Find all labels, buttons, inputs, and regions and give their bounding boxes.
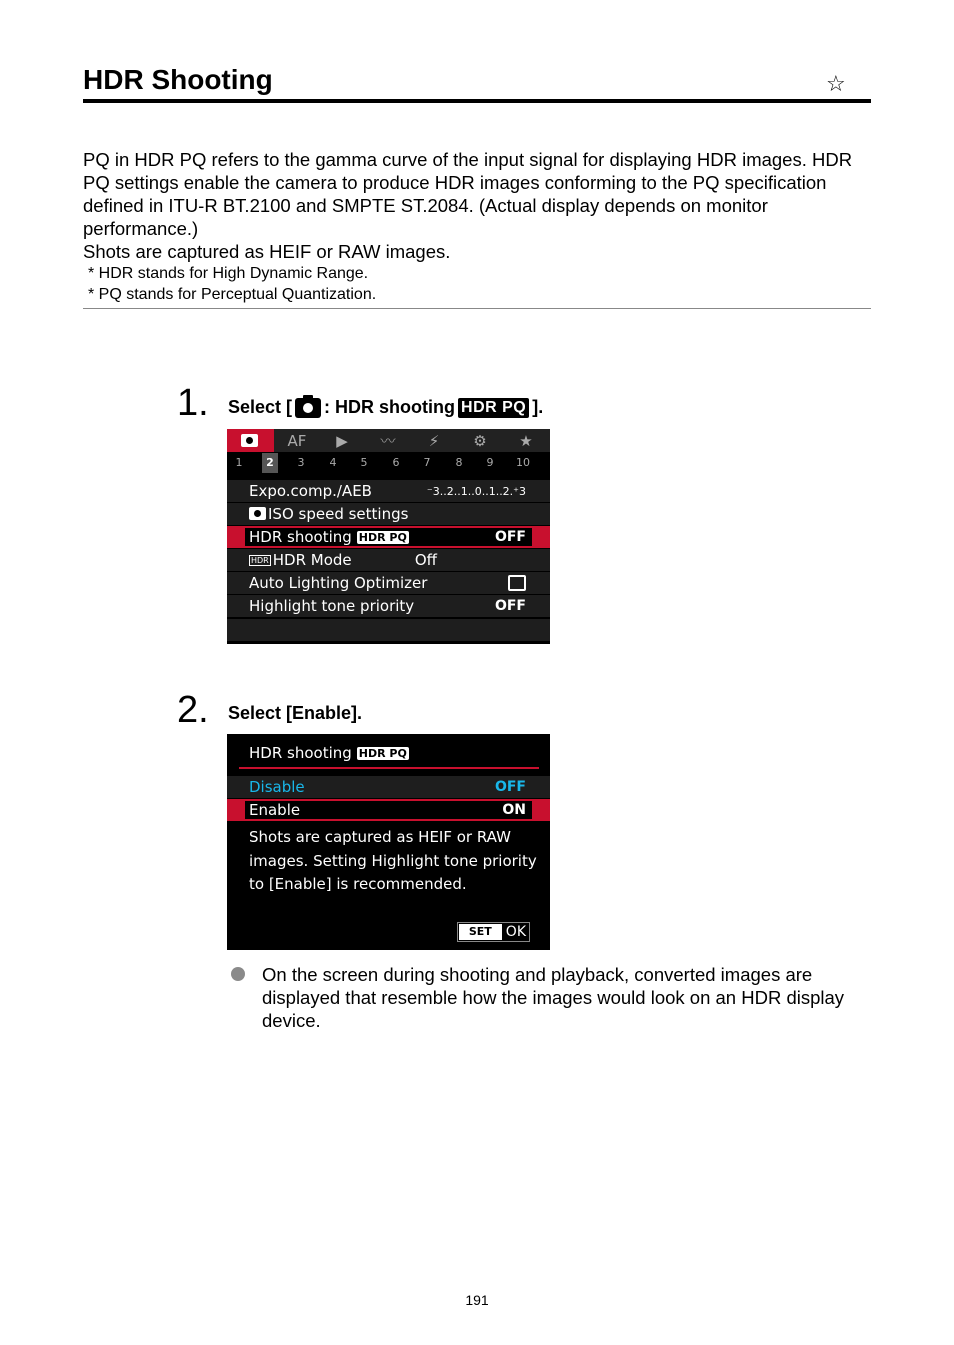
option-value: OFF [494,779,526,795]
step-1-mid: : HDR shooting [324,397,456,417]
screen-title: HDR shooting HDR PQ [249,744,407,762]
bullet-note: On the screen during shooting and playback, converted images are displayed that resemble how the images would look on an HDR display device. [262,964,845,1031]
tab-mymenu[interactable]: ★ [519,431,533,450]
hdr-pq-badge: HDR PQ [358,747,407,760]
menu-row-hdr-mode[interactable] [227,549,550,571]
subtab-6[interactable]: 6 [392,456,400,469]
exposure-scale: ⁻3..2..1..0..1..2.⁺3 [426,484,526,498]
option-label: Disable [249,778,305,796]
menu-row-alo[interactable] [227,572,550,594]
step-1-suffix: ]. [532,397,544,417]
menu-row-label: Auto Lighting Optimizer [249,574,428,592]
auto-lighting-icon [508,575,526,591]
title-underline [239,767,539,769]
menu-row-label: Expo.comp./AEB [249,482,372,500]
intro-paragraph-2: Shots are captured as HEIF or RAW images. [83,241,451,262]
footnotes [88,263,376,305]
subtab-1[interactable]: 1 [235,456,243,469]
hdr-pq-badge: HDR PQ [358,531,407,544]
menu-row-label: HDR shooting HDR PQ [249,528,407,546]
tab-shooting[interactable] [227,429,274,452]
menu-row-hdr-shooting[interactable] [227,526,550,548]
tab-setup[interactable]: ⚡ [428,431,440,450]
option-value: ON [502,802,526,818]
option-description: Shots are captured as HEIF or RAW images. Setting Highlight tone priority to [Enable] is recommended. [249,828,537,893]
menu-row-label: Highlight tone priority [249,597,415,615]
intro-paragraph-1: PQ in HDR PQ refers to the gamma curve of the input signal for displaying HDR images. HDR PQ settings enable the camera to produce HDR images conforming to the PQ specification defined in ITU-R BT.2100 and SMPTE ST.2084. (Actual display depends on monitor performance.) [83,149,853,239]
subtab-5[interactable]: 5 [360,456,368,469]
option-enable[interactable] [227,799,550,821]
step-2-number: 2. [177,689,209,731]
intro-text [83,148,873,263]
subtab-3[interactable]: 3 [297,456,305,469]
section-rule [83,308,871,309]
menu-subtabs [227,452,550,476]
star-icon: ☆ [826,72,846,97]
note-pq: * PQ stands for Perceptual Quantization. [88,286,377,303]
title-rule [83,99,871,103]
hdr-shooting-screen [227,734,550,950]
tab-af[interactable]: AF [287,431,307,450]
set-label: SET [459,924,502,940]
bullet-icon [231,967,245,981]
menu-row-label: ISO speed settings [249,505,408,523]
step-1-prefix: Select [ [228,397,293,417]
menu-row-value: OFF [494,598,526,614]
option-disable[interactable] [227,776,550,798]
hdr-mode-icon: HDR [251,556,269,565]
menu-row-label: HDR HDR Mode [251,551,352,569]
step-1-instruction [228,397,543,418]
menu-row-empty [227,619,550,641]
menu-row-iso[interactable] [227,503,550,525]
menu-row-highlight-tone[interactable] [227,595,550,617]
tab-playback[interactable]: ▶ [336,431,348,450]
tab-custom[interactable]: ⚙ [473,431,487,450]
subtab-2[interactable]: 2 [262,453,278,473]
menu-row-value: OFF [494,529,526,545]
step-1-number: 1. [177,382,209,424]
page-title: HDR Shooting [83,64,273,95]
subtab-8[interactable]: 8 [455,456,463,469]
note-hdr: * HDR stands for High Dynamic Range. [88,265,369,282]
set-ok-button[interactable] [457,922,530,942]
subtab-10[interactable]: 10 [516,456,530,469]
hdr-pq-badge: HDR PQ [458,398,529,418]
subtab-4[interactable]: 4 [329,456,337,469]
page-number: 191 [465,1292,489,1308]
menu-row-value: Off [414,551,437,569]
camera-icon [295,398,321,418]
subtab-7[interactable]: 7 [423,456,431,469]
tab-wireless[interactable]: 〰 [380,432,396,450]
menu-row-expo-comp[interactable] [227,480,550,502]
camera-icon [249,507,266,520]
menu-tab-bar [227,429,550,452]
camera-icon [241,434,258,447]
camera-menu-screen [227,429,550,644]
ok-label: OK [505,924,526,940]
step-2-instruction: Select [Enable]. [228,703,363,723]
subtab-9[interactable]: 9 [486,456,494,469]
option-label: Enable [249,801,301,819]
